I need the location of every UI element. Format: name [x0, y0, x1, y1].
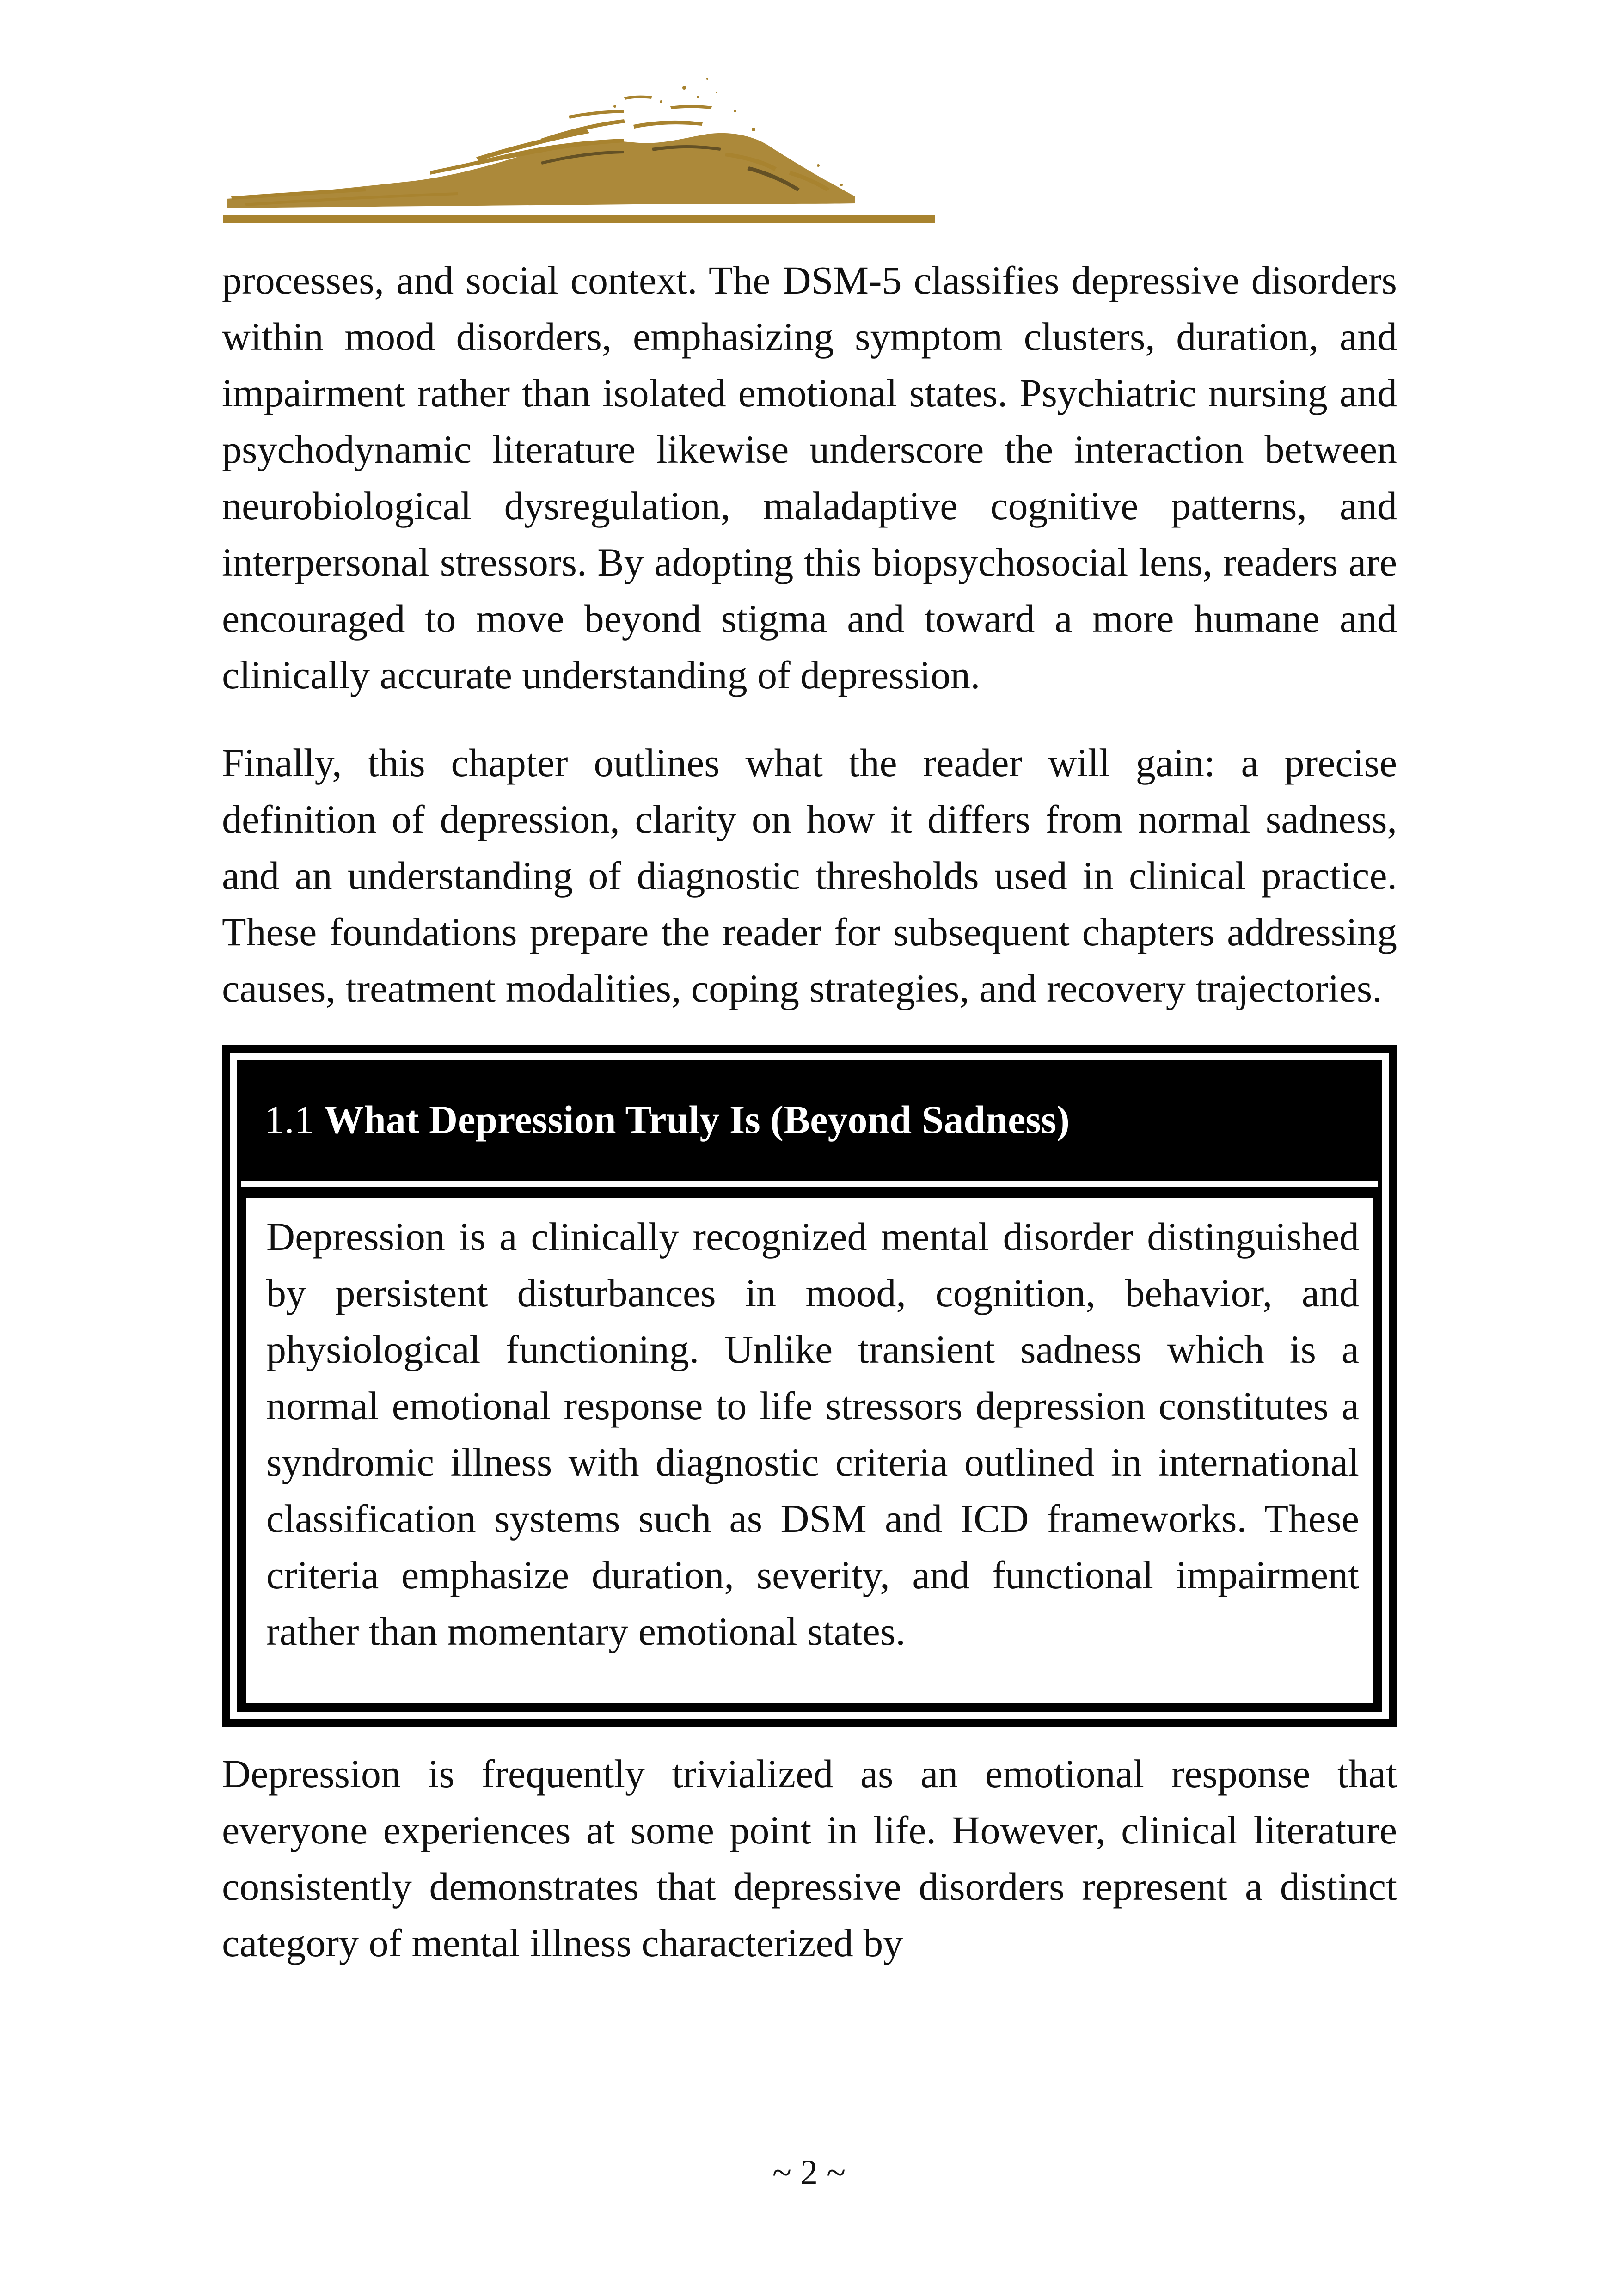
page-number: ~ 2 ~: [772, 2153, 846, 2192]
body-paragraph-3: Depression is frequently trivialized as an emotional response that everyone experiences at some point in life. However, clinical literature consistently demonstrates that depressive disorders represent a distinct category of mental illness characterized by: [222, 1751, 1397, 1965]
section-title: What Depression Truly Is (Beyond Sadness): [324, 1097, 1070, 1142]
brush-stroke-wave-ornament-icon: [217, 60, 938, 231]
section-body-frame: [241, 1187, 1378, 1708]
section-number: 1.1: [264, 1097, 314, 1142]
body-paragraph-2: Finally, this chapter outlines what the reader will gain: a precise definition of depression, clarity on how it differs from normal sadness, and an understanding of diagnostic thresholds used in clinical practice. These foundations prepare the reader for subsequent chapters addressing causes, treatment modalities, coping strategies, and recovery trajectories.: [222, 741, 1397, 1010]
body-paragraph-1: processes, and social context. The DSM-5 classifies depressive disorders within mood disorders, emphasizing symptom clusters, duration, and impairment rather than isolated emotional states. Psychiatric nursing and psychodynamic literature likewise underscore the interaction between neurobiological dysregulation, maladaptive cognitive patterns, and interpersonal stressors. By adopting this biopsychosocial lens, readers are encouraged to move beyond stigma and toward a more humane and clinically accurate understanding of depression.: [222, 258, 1397, 697]
section-callout-inner-frame: [237, 1060, 1382, 1712]
section-heading: [241, 1065, 1378, 1187]
section-body-text: Depression is a clinically recognized mental disorder distinguished by persistent disturbances in mood, cognition, behavior, and physiological functioning. Unlike transient sadness which is a normal emotional response to life stressors depression constitutes a syndromic illness with diagnostic criteria outlined in international classification systems such as DSM and ICD frameworks. These criteria emphasize duration, severity, and functional impairment rather than momentary emotional states.: [241, 1194, 1378, 1708]
page-content: [222, 252, 1397, 1971]
section-callout-box: [222, 1045, 1397, 1727]
